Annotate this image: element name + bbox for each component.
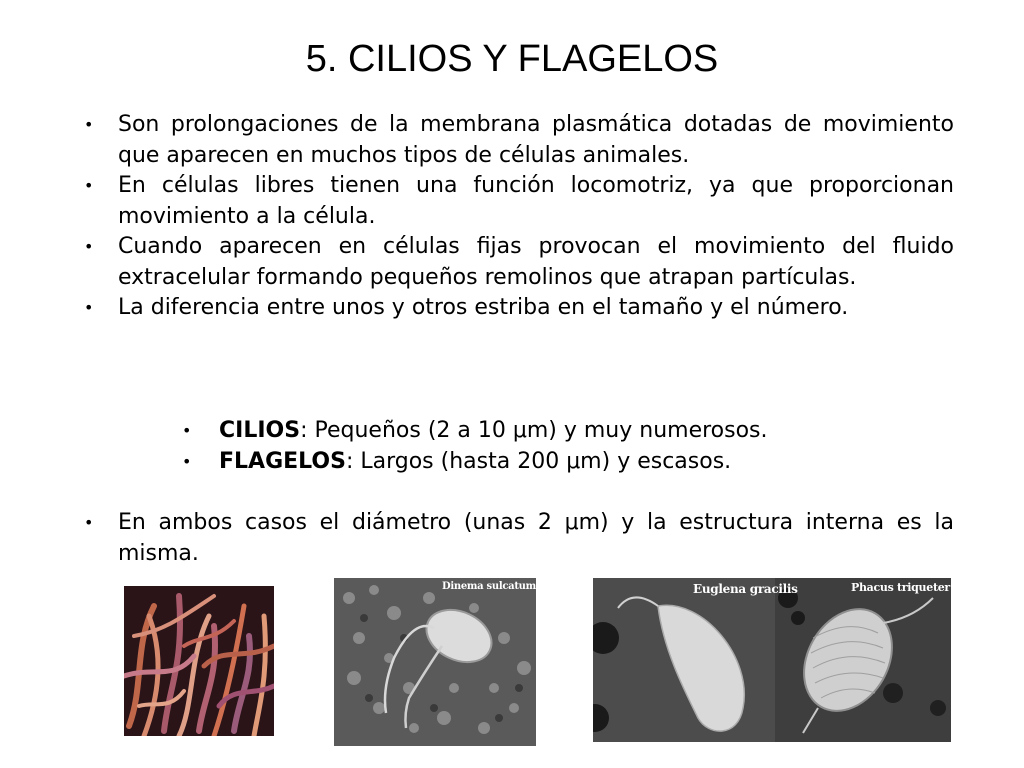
sub-bullet-cilios: [182, 416, 768, 447]
bullet-text: En ambos casos el diámetro (unas 2 μm) y la estructura interna es la misma.: [118, 510, 954, 566]
term-flagelos: FLAGELOS: [219, 449, 346, 474]
euglena-caption: Euglena gracilis: [693, 582, 798, 596]
dinema-caption: Dinema sulcatum: [442, 581, 536, 592]
bullet-icon: •: [182, 421, 192, 440]
term-cilios: CILIOS: [219, 418, 301, 443]
bullet-item: [72, 171, 954, 232]
bullet-list-final: [72, 508, 954, 569]
desc-flagelos: : Largos (hasta 200 μm) y escasos.: [345, 449, 732, 474]
bullet-list: [72, 110, 954, 324]
bullet-text: Son prolongaciones de la membrana plasmática dotadas de movimiento que aparecen en muchos tipos de células animales.: [118, 112, 954, 168]
bullet-text: La diferencia entre unos y otros estriba en el tamaño y el número.: [118, 295, 849, 320]
desc-cilios: : Pequeños (2 a 10 μm) y muy numerosos.: [300, 418, 768, 443]
bullet-icon: •: [182, 452, 192, 471]
bullet-icon: •: [84, 115, 94, 134]
phacus-caption: Phacus triqueter: [851, 581, 950, 594]
bullet-icon: •: [84, 176, 94, 195]
bullet-text: En células libres tienen una función locomotriz, ya que proporcionan movimiento a la célula.: [118, 173, 954, 229]
cilia-micrograph: [124, 586, 274, 736]
bullet-icon: •: [84, 237, 94, 256]
bullet-item: [72, 508, 954, 569]
euglena-phacus-micrograph: [593, 578, 951, 742]
bullet-text: Cuando aparecen en células fijas provocan el movimiento del fluido extracelular formando pequeños remolinos que atrapan partículas.: [118, 234, 954, 290]
bullet-item: [72, 110, 954, 171]
slide-title: 5. CILIOS Y FLAGELOS: [305, 38, 719, 80]
sub-bullet-flagelos: [182, 447, 731, 478]
bullet-icon: •: [84, 513, 94, 532]
bullet-icon: •: [84, 298, 94, 317]
bullet-item: [72, 293, 954, 324]
dinema-micrograph: [334, 578, 536, 746]
bullet-item: [72, 232, 954, 293]
